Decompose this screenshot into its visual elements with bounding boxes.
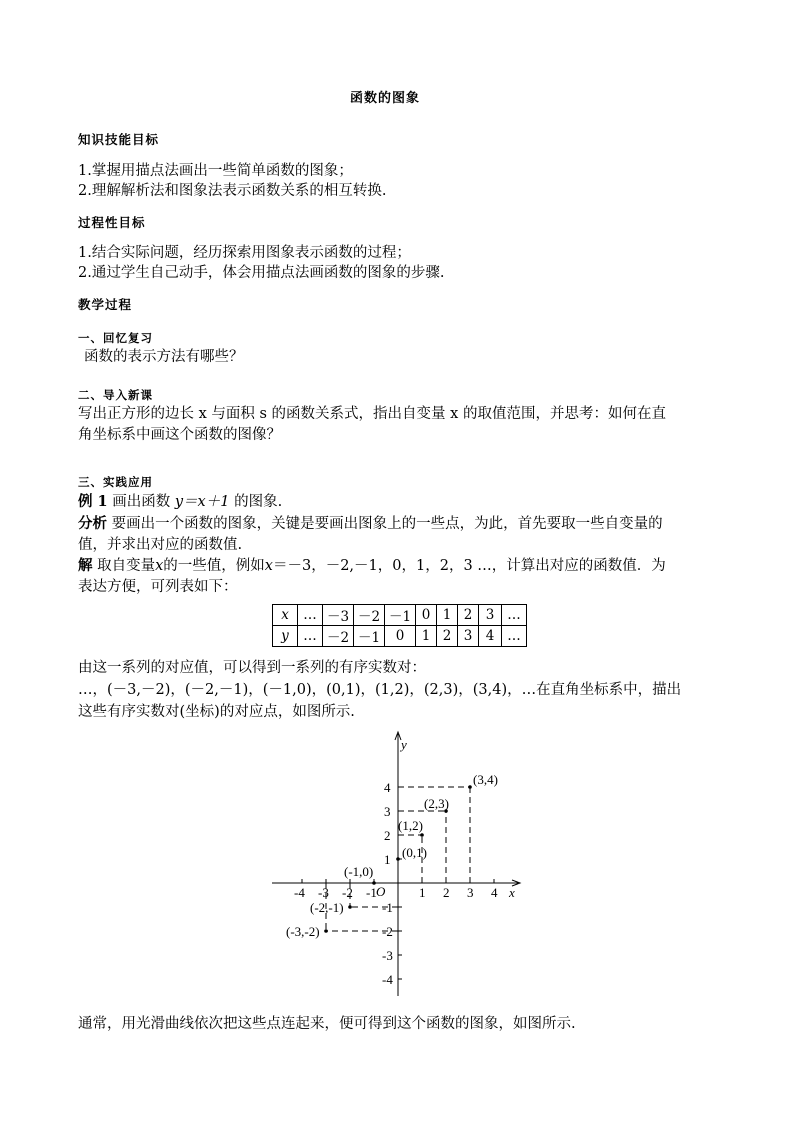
process-item-2: 2.通过学生自己动手，体会用描点法画函数的图象的步骤. (78, 265, 445, 281)
table-row-y (273, 626, 527, 647)
table-cell: －2 (354, 605, 385, 626)
data-point (348, 905, 352, 909)
table-cell: … (502, 605, 527, 626)
table-cell: … (298, 605, 323, 626)
process-heading: 过程性目标 (78, 215, 146, 230)
x-axis-label: x (509, 885, 515, 900)
table-cell: … (502, 626, 527, 647)
point-label: (0,1) (402, 845, 427, 860)
point-label: (-1,0) (344, 864, 374, 879)
coordinate-graph (262, 726, 532, 1001)
analysis-line-2: 值，并求出对应的函数值. (78, 537, 243, 553)
review-heading: 一、回忆复习 (78, 331, 153, 345)
table-cell: 3 (458, 626, 479, 647)
example-1 (78, 492, 282, 512)
pairs-line-1: 由这一系列的对应值，可以得到一系列的有序实数对： (78, 660, 426, 676)
point-label: (2,3) (424, 796, 449, 811)
x-tick-label: 2 (443, 885, 450, 900)
y-tick-label: -3 (382, 948, 393, 963)
solution-x-eq: x (264, 558, 273, 574)
data-point (324, 929, 328, 933)
table-cell: －1 (354, 626, 385, 647)
table-cell: 4 (479, 626, 502, 647)
origin-label: O (376, 884, 386, 899)
value-table (272, 604, 527, 647)
table-cell: 0 (416, 605, 437, 626)
process-item-1: 1.结合实际问题，经历探索用图象表示函数的过程； (78, 245, 411, 261)
example-formula: y＝x＋1 (174, 494, 230, 510)
solution-label: 解 (78, 557, 93, 574)
table-cell: … (298, 626, 323, 647)
example-text-b: 的图象. (234, 494, 283, 510)
closing-text: 通常，用光滑曲线依次把这些点连起来，便可得到这个函数的图象，如图所示. (78, 1016, 576, 1032)
table-header-y: y (273, 626, 298, 647)
table-cell: 2 (458, 605, 479, 626)
page-title: 函数的图象 (350, 91, 421, 106)
y-tick-label: -2 (382, 924, 393, 939)
table-cell: 1 (416, 626, 437, 647)
pairs-line-3: 这些有序实数对(坐标)的对应点，如图所示. (78, 704, 355, 720)
analysis-text-1: 要画出一个函数的图象，关键是要画出图象上的一些点，为此，首先要取一些自变量的 (111, 516, 663, 532)
x-tick-label: -1 (366, 885, 377, 900)
x-tick-label: -4 (294, 885, 305, 900)
table-row-x (273, 605, 527, 626)
solution-text-b: 的一些值，例如 (163, 558, 265, 574)
example-text-a: 画出函数 (112, 494, 171, 510)
data-point (396, 857, 400, 861)
table-cell: 2 (437, 626, 458, 647)
data-point (468, 785, 472, 789)
point-label: (1,2) (398, 818, 423, 833)
table-cell: －1 (385, 605, 416, 626)
example-label: 例 1 (78, 493, 108, 510)
practice-heading: 三、实践应用 (78, 475, 153, 489)
y-tick-label: 4 (384, 780, 391, 795)
solution-values: ＝－3，－2,－1，0，1，2，3 …，计算出对应的函数值．为 (272, 558, 666, 574)
x-tick-label: 1 (419, 885, 426, 900)
data-point (372, 881, 376, 885)
table-cell: 1 (437, 605, 458, 626)
solution-var: x (155, 558, 164, 574)
analysis-label: 分析 (78, 515, 107, 532)
y-axis-label: y (401, 737, 407, 752)
intro-line-2: 角坐标系中画这个函数的图像？ (78, 427, 281, 443)
point-label: (3,4) (473, 772, 498, 787)
y-tick-label: 3 (384, 804, 391, 819)
analysis-line-1 (78, 514, 663, 534)
y-tick-label: 1 (384, 852, 391, 867)
y-tick-label: 2 (384, 828, 391, 843)
table-cell: 3 (479, 605, 502, 626)
x-tick-label: 3 (467, 885, 474, 900)
intro-line-1: 写出正方形的边长 x 与面积 s 的函数关系式，指出自变量 x 的取值范围，并思考：如何在直 (78, 406, 666, 422)
table-cell: 0 (385, 626, 416, 647)
table-cell: －3 (323, 605, 354, 626)
solution-text-a: 取自变量 (97, 558, 156, 574)
x-tick-label: -2 (342, 885, 353, 900)
data-point (420, 833, 424, 837)
solution-line-2: 表达方便，可列表如下： (78, 579, 238, 595)
review-question: 函数的表示方法有哪些？ (84, 349, 244, 365)
pairs-line-2: …，(－3,－2)，(－2,－1)，(－1,0)，(0,1)，(1,2)，(2,3)，(3,4)，…在直角坐标系中，描出 (78, 682, 682, 698)
point-label: (-3,-2) (286, 924, 320, 939)
x-tick-label: 4 (491, 885, 498, 900)
teaching-heading: 教学过程 (78, 297, 133, 312)
intro-heading: 二、导入新课 (78, 388, 153, 402)
knowledge-item-2: 2.理解解析法和图象法表示函数关系的相互转换. (78, 183, 387, 199)
x-tick-label: -3 (318, 885, 329, 900)
table-header-x: x (273, 605, 298, 626)
knowledge-heading: 知识技能目标 (78, 132, 160, 147)
table-cell: －2 (323, 626, 354, 647)
y-tick-label: -4 (382, 972, 393, 987)
knowledge-item-1: 1.掌握用描点法画出一些简单函数的图象； (78, 163, 353, 179)
solution-line-1 (78, 556, 666, 576)
point-label: (-2,-1) (310, 900, 344, 915)
y-tick-label: -1 (382, 900, 393, 915)
